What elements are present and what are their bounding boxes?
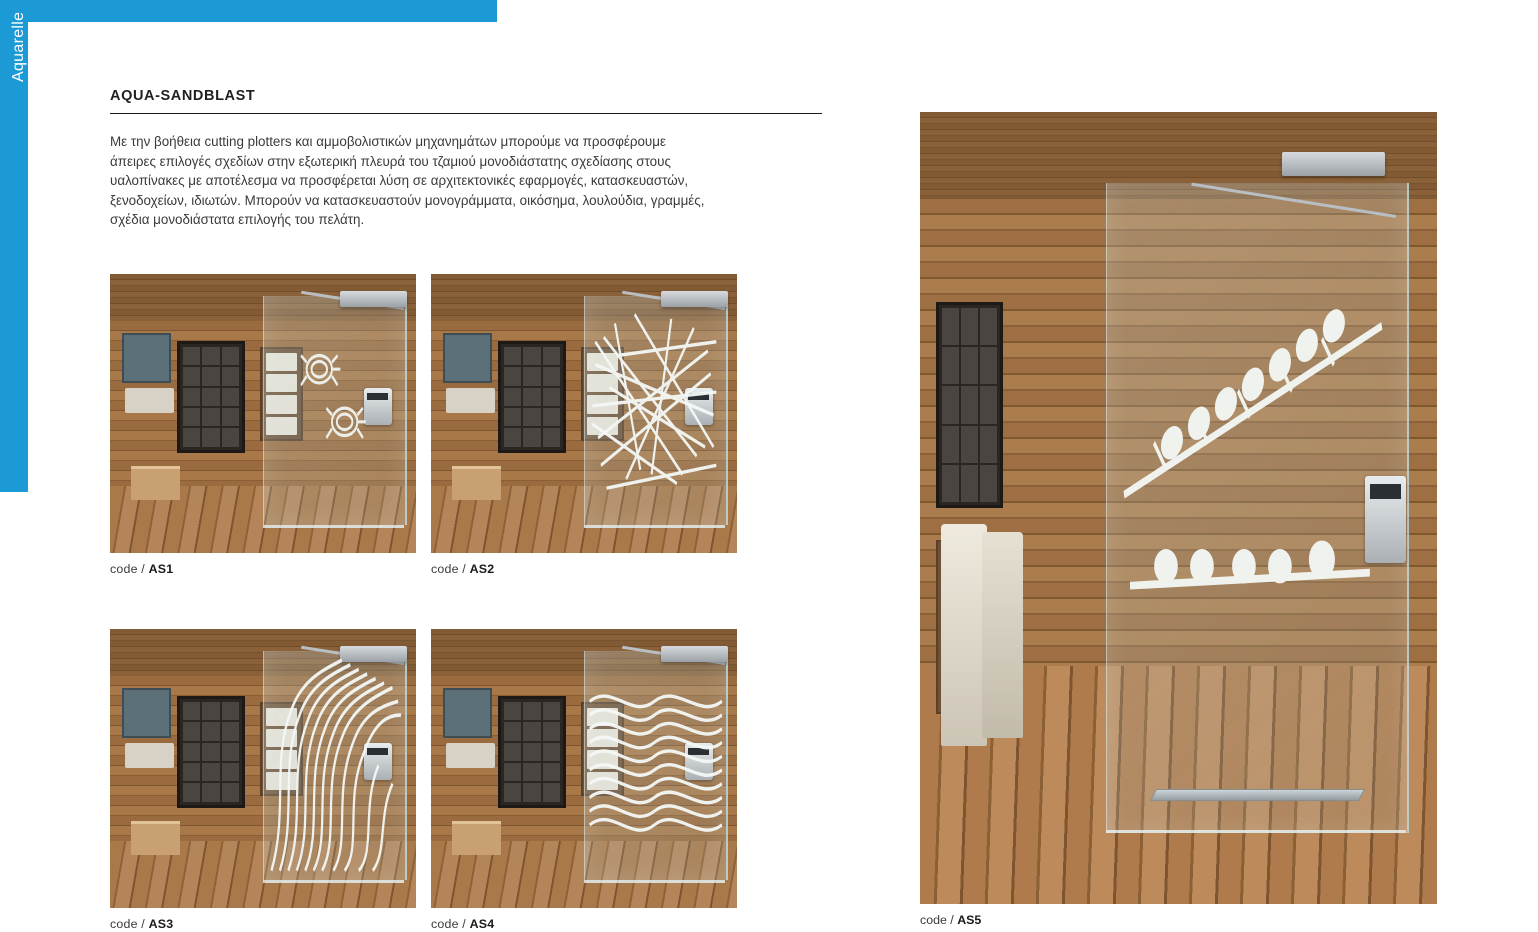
sandblast-motif-horizontal-waves (584, 651, 725, 880)
glass-bottom-rail (263, 525, 404, 528)
product-photo-as2[interactable] (431, 274, 737, 553)
caption-prefix: code / (110, 562, 149, 576)
glass-bottom-rail (263, 880, 404, 883)
gallery-item-as1[interactable] (110, 274, 416, 576)
mirror (122, 333, 171, 383)
gallery-grid (110, 274, 822, 931)
caption-prefix: code / (920, 913, 958, 927)
photo-caption-as4 (431, 917, 737, 931)
glass-bottom-rail (584, 880, 725, 883)
photo-caption-as5 (920, 913, 1437, 927)
wash-basin (446, 388, 495, 413)
window-grid (177, 341, 244, 453)
sandblast-motif-scratch-lines (584, 296, 725, 525)
product-photo-as5[interactable] (920, 112, 1437, 904)
section-body-text: Με την βοήθεια cutting plotters και αμμοβολιστικών μηχανημάτων μπορούμε να προσφέρουμε άπειρες επιλογές σχεδίων στην εξωτερική πλευρά του τζαμιού μονοδιάστατης σχεδίασης στους υαλοπίνακες με αποτέλεσμα να προσφέρεται λύση σε αρχιτεκτονικές εφαρμογές, κατασκευαστών, ξενοδοχείων, ιδιωτών. Μπορούν να κατασκευαστούν μονογράμματα, οικόσημα, λουλούδια, γραμμές, σχέδια μονοδιάστατα επιλογής του πελάτη. (110, 134, 705, 228)
window-grid (498, 341, 565, 453)
bathrobe-left (941, 524, 988, 746)
caption-prefix: code / (431, 917, 470, 931)
caption-code: AS4 (469, 917, 495, 931)
photo-caption-as3 (110, 917, 416, 931)
product-photo-as3[interactable] (110, 629, 416, 908)
caption-code: AS2 (469, 562, 495, 576)
shower-scene (110, 629, 416, 908)
gallery-item-as3[interactable] (110, 629, 416, 931)
shower-head (1282, 152, 1385, 176)
caption-prefix: code / (431, 562, 470, 576)
wash-basin (125, 743, 174, 768)
caption-code: AS5 (957, 913, 982, 927)
mirror (443, 333, 492, 383)
wash-basin (125, 388, 174, 413)
photo-caption-as2 (431, 562, 737, 576)
wooden-stool (131, 821, 180, 855)
sandblast-motif-birds-on-wire (1106, 183, 1406, 832)
product-photo-as1[interactable] (110, 274, 416, 553)
wooden-stool (452, 466, 501, 500)
wash-basin (446, 743, 495, 768)
gallery-row-2 (110, 629, 822, 931)
caption-code: AS3 (148, 917, 174, 931)
wooden-stool (452, 821, 501, 855)
chapter-tab (0, 0, 28, 492)
gallery-item-as4[interactable] (431, 629, 737, 931)
caption-code: AS1 (148, 562, 174, 576)
caption-prefix: code / (110, 917, 149, 931)
shower-scene (431, 274, 737, 553)
shower-scene (431, 629, 737, 908)
product-photo-as4[interactable] (431, 629, 737, 908)
page-title: AQUA-SANDBLAST (110, 88, 256, 104)
bathrobe-right (982, 532, 1023, 738)
mirror (443, 688, 492, 738)
title-divider (110, 113, 822, 114)
window-grid (498, 696, 565, 808)
shower-scene-large (920, 112, 1437, 904)
gallery-item-as2[interactable] (431, 274, 737, 576)
gallery-row-1 (110, 274, 822, 576)
window-grid (177, 696, 244, 808)
shower-scene (110, 274, 416, 553)
window-grid (936, 302, 1003, 508)
chapter-tab-label: Aquarelle (10, 12, 27, 83)
sandblast-motif-flowing-waves (263, 651, 404, 880)
sandblast-motif-turtles (263, 296, 404, 525)
section-header-block (110, 88, 822, 230)
photo-caption-as1 (110, 562, 416, 576)
top-accent-bar (0, 0, 497, 22)
glass-bottom-rail (584, 525, 725, 528)
hero-gallery-item-as5[interactable] (920, 112, 1437, 927)
wooden-stool (131, 466, 180, 500)
mirror (122, 688, 171, 738)
